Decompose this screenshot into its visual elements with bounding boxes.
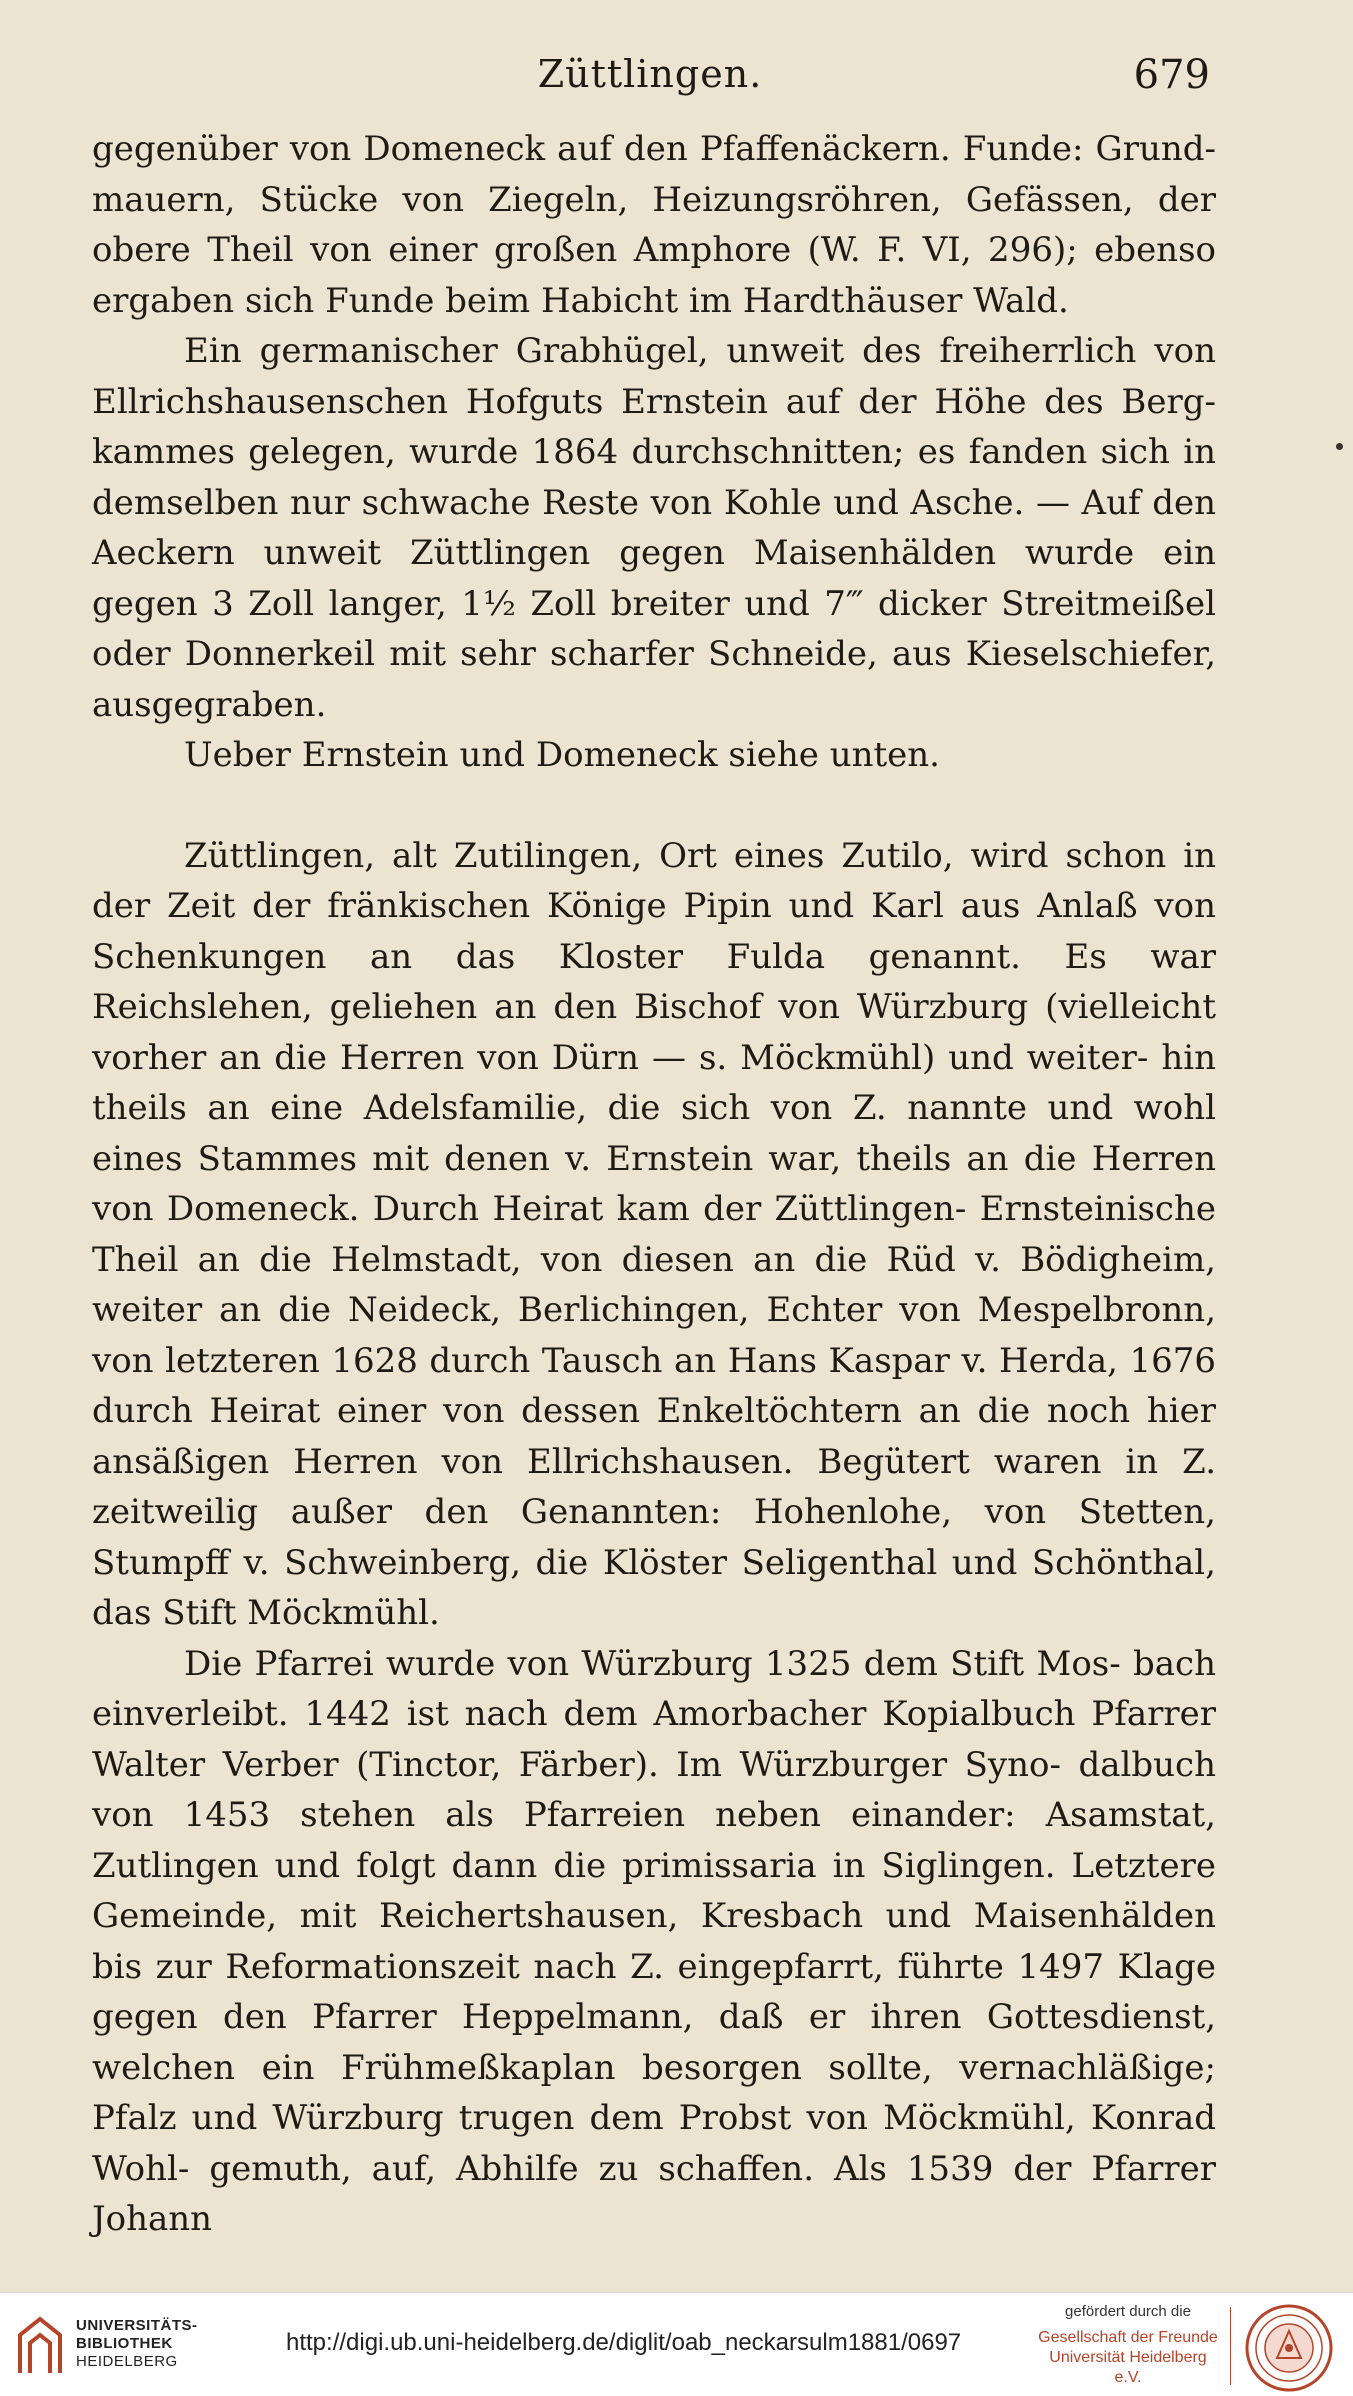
sponsor-divider xyxy=(1230,2307,1231,2385)
sponsor-org-line1: Gesellschaft der Freunde xyxy=(1038,2329,1218,2346)
sponsor-intro: gefördert durch die xyxy=(1065,2303,1191,2320)
library-logo-icon xyxy=(14,2315,66,2377)
library-name xyxy=(76,2317,198,2371)
paragraph-history: Züttlingen, alt Zutilingen, Ort eines Zutilo, wird schon in der Zeit der fränkischen Könige Pipin und Karl aus Anlaß von Schenkungen an das Kloster Fulda genannt. Es war Reichslehen, geliehen an den Bischof von Würzburg (vielleicht vorher an die Herren von Dürn — s. Möckmühl) und weiter- hin theils an eine Adelsfamilie, die sich von Z. nannte und wohl eines Stammes mit denen v. Ernstein war, theils an die Herren von Domeneck. Durch Heirat kam der Züttlingen- Ernsteinische Theil an die Helmstadt, von diesen an die Rüd v. Bödigheim, weiter an die Neideck, Berlichingen, Echter von Mespelbronn, von letzteren 1628 durch Tausch an Hans Kaspar v. Herda, 1676 durch Heirat einer von dessen Enkeltöchtern an die noch hier ansäßigen Herren von Ellrichshausen. Begütert waren in Z. zeitweilig außer den Genannten: Hohenlohe, von Stetten, Stumpff v. Schweinberg, die Klöster Seligenthal und Schönthal, das Stift Möckmühl. xyxy=(92,835,1216,1633)
permalink-url[interactable]: http://digi.ub.uni-heidelberg.de/diglit/oab_neckarsulm1881/0697 xyxy=(286,2329,962,2356)
sponsor-credit xyxy=(1038,2303,1218,2388)
paragraph-parish: Die Pfarrei wurde von Würzburg 1325 dem Stift Mos- bach einverleibt. 1442 ist nach dem Amorbacher Kopialbuch Pfarrer Walter Verber (Tinctor, Färber). Im Würzburger Syno- dalbuch von 1453 stehen als Pfarreien neben einander: Asamstat, Zutlingen und folgt dann die primissaria in Siglingen. Letztere Gemeinde, mit Reichertshausen, Kresbach und Maisenhälden bis zur Reformationszeit nach Z. eingepfarrt, führte 1497 Klage gegen den Pfarrer Heppelmann, daß er ihren Gottesdienst, welchen ein Frühmeßkaplan besorgen sollte, vernachläßige; Pfalz und Würzburg trugen dem Probst von Möckmühl, Konrad Wohl- gemuth, auf, Abhilfe zu schaffen. Als 1539 der Pfarrer Johann xyxy=(92,1643,1216,2239)
running-title: Züttlingen. xyxy=(537,52,763,96)
library-name-line1: UNIVERSITÄTS- xyxy=(76,2317,198,2334)
page-number: 679 xyxy=(1133,52,1210,98)
paragraph-grave-mound: Ein germanischer Grabhügel, unweit des freiherrlich von Ellrichshausenschen Hofguts Ernstein auf der Höhe des Berg- kammes gelegen, wurde 1864 durchschnitten; es fanden sich in demselben nur schwache Reste von Kohle und Asche. — Auf den Aeckern unweit Züttlingen gegen Maisenhälden wurde ein gegen 3 Zoll langer, 1½ Zoll breiter und 7‴ dicker Streitmeißel oder Donnerkeil mit sehr scharfer Schneide, aus Kieselschiefer, ausgegraben. xyxy=(92,331,1216,725)
paragraph-finds: gegenüber von Domeneck auf den Pfaffenäckern. Funde: Grund- mauern, Stücke von Ziegeln, Heizungsröhren, Gefässen, der obere Theil von einer großen Amphore (W. F. VI, 296); ebenso ergaben sich Funde beim Habicht im Hardthäuser Wald. xyxy=(92,129,1216,321)
footer-bar xyxy=(0,2292,1353,2396)
sponsor-org-line2: Universität Heidelberg e.V. xyxy=(1049,2349,1207,2386)
library-name-line2: BIBLIOTHEK xyxy=(76,2335,173,2352)
paragraph-see-below: Ueber Ernstein und Domeneck siehe unten. xyxy=(184,735,940,775)
university-seal-icon xyxy=(1244,2303,1334,2393)
margin-mark xyxy=(1336,443,1343,450)
running-head xyxy=(90,52,1210,104)
body-text xyxy=(92,124,1216,2245)
library-name-line3: HEIDELBERG xyxy=(76,2353,178,2370)
